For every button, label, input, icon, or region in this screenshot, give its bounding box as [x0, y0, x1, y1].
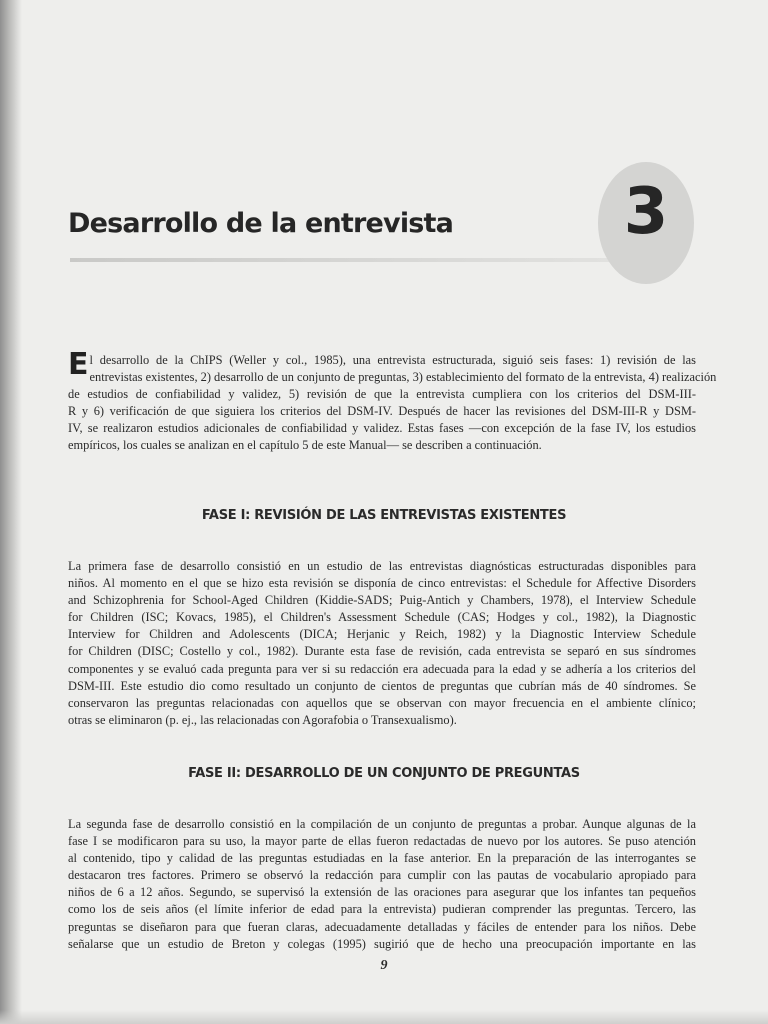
section1-line: componentes y se evaluó cada pregunta para ver si su redacción era adecuada para la edad y se adhería a los criterios del	[68, 661, 696, 676]
intro-line: empíricos, los cuales se analizan en el capítulo 5 de este Manual— se describen a continuación.	[68, 438, 542, 453]
section2-line: preguntas se diseñaron para que fueran claras, adecuadamente detalladas y fáciles de entender para los niños. Debe	[68, 919, 696, 934]
chapter-number: 3	[623, 175, 669, 249]
intro-line: l desarrollo de la ChIPS (Weller y col., 1985), una entrevista estructurada, siguió seis fases: 1) revisión de las	[89, 353, 696, 367]
section2-line: destacaron tres factores. Primero se observó la redacción para cumplir con las pautas de vocabulario apropiado para	[68, 868, 696, 883]
section-heading-fase-1: FASE I: REVISIÓN DE LAS ENTREVISTAS EXISTENTES	[201, 508, 567, 523]
section2-line: La segunda fase de desarrollo consistió en la compilación de un conjunto de preguntas a probar. Aunque algunas de la	[68, 817, 696, 831]
section-heading-fase-2: FASE II: DESARROLLO DE UN CONJUNTO DE PREGUNTAS	[188, 766, 580, 781]
section2-line: fase I se modificaron para su uso, la mayor parte de ellas fueron redactadas de nuevo por los autores. Se puso atención	[68, 834, 696, 849]
section1-line: for Children (DISC; Costello y col., 1982). Durante esta fase de revisión, cada entrevista se separó en sus síndromes	[68, 644, 696, 659]
section2-paragraph	[68, 816, 696, 953]
intro-line: IV, se realizaron estudios adicionales de confiabilidad y validez. Estas fases —con excepción de la fase IV, los estudios	[68, 421, 696, 436]
section1-line: La primera fase de desarrollo consistió en un estudio de las entrevistas diagnósticas estructuradas disponibles para	[68, 559, 696, 573]
dropcap-letter: E	[68, 347, 89, 382]
page-number: 9	[380, 958, 388, 973]
section1-paragraph	[68, 558, 696, 729]
section2-line: señalarse que un estudio de Breton y colegas (1995) sugirió que de hecho una preocupación importante en las	[68, 936, 696, 951]
section1-line: DSM-III. Este estudio dio como resultado un conjunto de cientos de preguntas que cubrían más de 40 síndromes. Se	[68, 678, 696, 693]
page-bottom-shadow	[0, 1010, 768, 1024]
section1-line: conservaron las preguntas relacionadas con aquellos que se observan con mayor frecuencia en el ambiente clínico;	[68, 695, 696, 710]
section1-line: Interview for Children and Adolescents (DICA; Herjanic y Reich, 1982) y la Diagnostic Interview Schedule	[68, 627, 696, 642]
intro-line: entrevistas existentes, 2) desarrollo de un conjunto de preguntas, 3) establecimiento del formato de la entrevista, 4) realización	[89, 370, 717, 385]
intro-paragraph	[68, 347, 717, 455]
section1-line: for Children (ISC; Kovacs, 1985), el Children's Assessment Schedule (CAS; Hodges y col., 1982), la Diagnostic	[68, 610, 696, 625]
chapter-title-rule	[70, 258, 630, 262]
section2-line: niños de 6 a 12 años. Segundo, se supervisó la extensión de las oraciones para asegurar que los infantes tan pequeños	[68, 885, 696, 900]
section1-line: niños. Al momento en el que se hizo esta revisión se disponía de cinco entrevistas: el Schedule for Affective Disorders	[68, 576, 696, 591]
section2-line: como los de seis años (el límite inferior de edad para la entrevista) pudieran comprender las preguntas. Tercero, las	[68, 902, 696, 917]
chapter-title: Desarrollo de la entrevista	[68, 208, 454, 239]
section1-line: and Schizophrenia for School-Aged Children (Kiddie-SADS; Puig-Antich y Chambers, 1978), el Interview Schedule	[68, 593, 696, 608]
intro-line: de estudios de confiabilidad y validez, 5) revisión de que la entrevista cumpliera con los criterios del DSM-III-	[68, 387, 696, 402]
section1-line: otras se eliminaron (p. ej., las relacionadas con Agorafobia o Transexualismo).	[68, 712, 457, 727]
intro-line: R y 6) verificación de que siguiera los criterios del DSM-IV. Después de hacer las revisiones del DSM-III-R y DSM-	[68, 404, 696, 419]
section2-line: al contenido, tipo y calidad de las preguntas estudiadas en la fase anterior. En la preparación de las interrogantes se	[68, 851, 696, 866]
